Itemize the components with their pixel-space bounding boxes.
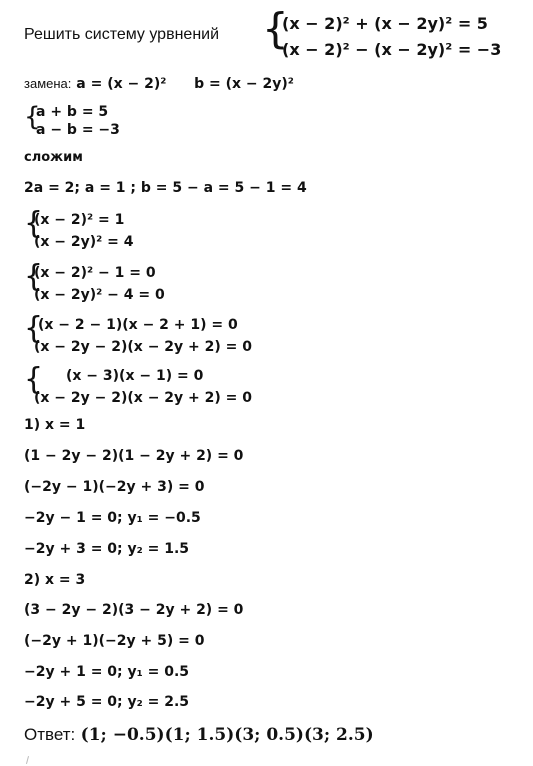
- system-ab: [24, 104, 224, 140]
- equation: (x − 2)² = 1: [34, 212, 125, 228]
- given-system: [262, 4, 522, 62]
- answer-line: [24, 725, 374, 745]
- case1-step: (−2y − 1)(−2y + 3) = 0: [24, 479, 205, 495]
- left-brace: {: [24, 362, 44, 397]
- case2-step: −2y + 1 = 0; y₁ = 0.5: [24, 664, 190, 680]
- add-label: сложим: [24, 150, 83, 165]
- equation: a − b = −3: [36, 122, 120, 138]
- system-3: [24, 311, 324, 355]
- system-4: [24, 362, 324, 406]
- left-brace: {: [24, 259, 44, 294]
- equation: (x − 2y)² = 4: [34, 234, 134, 250]
- case1-head: 1) x = 1: [24, 417, 86, 433]
- substitution-a: a = (x − 2)²: [76, 76, 167, 92]
- substitution-line: [24, 76, 294, 92]
- equation: (x − 2y − 2)(x − 2y + 2) = 0: [34, 339, 253, 355]
- equation: (x − 2)² + (x − 2y)² = 5: [282, 14, 488, 33]
- equation: (x − 2y)² − 4 = 0: [34, 287, 165, 303]
- equation: (x − 2)² − (x − 2y)² = −3: [282, 40, 502, 59]
- system-1: [24, 206, 324, 250]
- case1-step: −2y − 1 = 0; y₁ = −0.5: [24, 510, 201, 526]
- left-brace: {: [24, 311, 44, 346]
- case2-step: (−2y + 1)(−2y + 5) = 0: [24, 633, 205, 649]
- stray-mark: [26, 756, 29, 764]
- equation: a + b = 5: [36, 104, 109, 120]
- substitution-label: замена:: [24, 76, 72, 91]
- substitution-b: b = (x − 2y)²: [194, 76, 294, 92]
- case2-step: −2y + 5 = 0; y₂ = 2.5: [24, 694, 190, 710]
- case2-step: (3 − 2y − 2)(3 − 2y + 2) = 0: [24, 602, 244, 618]
- left-brace: {: [24, 206, 44, 241]
- answer-label: Ответ:: [24, 725, 76, 744]
- equation: (x − 2 − 1)(x − 2 + 1) = 0: [38, 317, 238, 333]
- case2-head: 2) x = 3: [24, 572, 86, 588]
- system-2: [24, 259, 324, 303]
- case1-step: (1 − 2y − 2)(1 − 2y + 2) = 0: [24, 448, 244, 464]
- answer-value: (1; −0.5)(1; 1.5)(3; 0.5)(3; 2.5): [80, 725, 374, 745]
- equation: (x − 3)(x − 1) = 0: [66, 368, 204, 384]
- case1-step: −2y + 3 = 0; y₂ = 1.5: [24, 541, 190, 557]
- equation: (x − 2)² − 1 = 0: [34, 265, 156, 281]
- left-brace: {: [262, 4, 289, 53]
- equation: (x − 2y − 2)(x − 2y + 2) = 0: [34, 390, 253, 406]
- problem-title: Решить систему урвнений: [24, 26, 220, 43]
- solve-ab-line: 2a = 2; a = 1 ; b = 5 − a = 5 − 1 = 4: [24, 180, 307, 196]
- left-brace: {: [24, 102, 41, 132]
